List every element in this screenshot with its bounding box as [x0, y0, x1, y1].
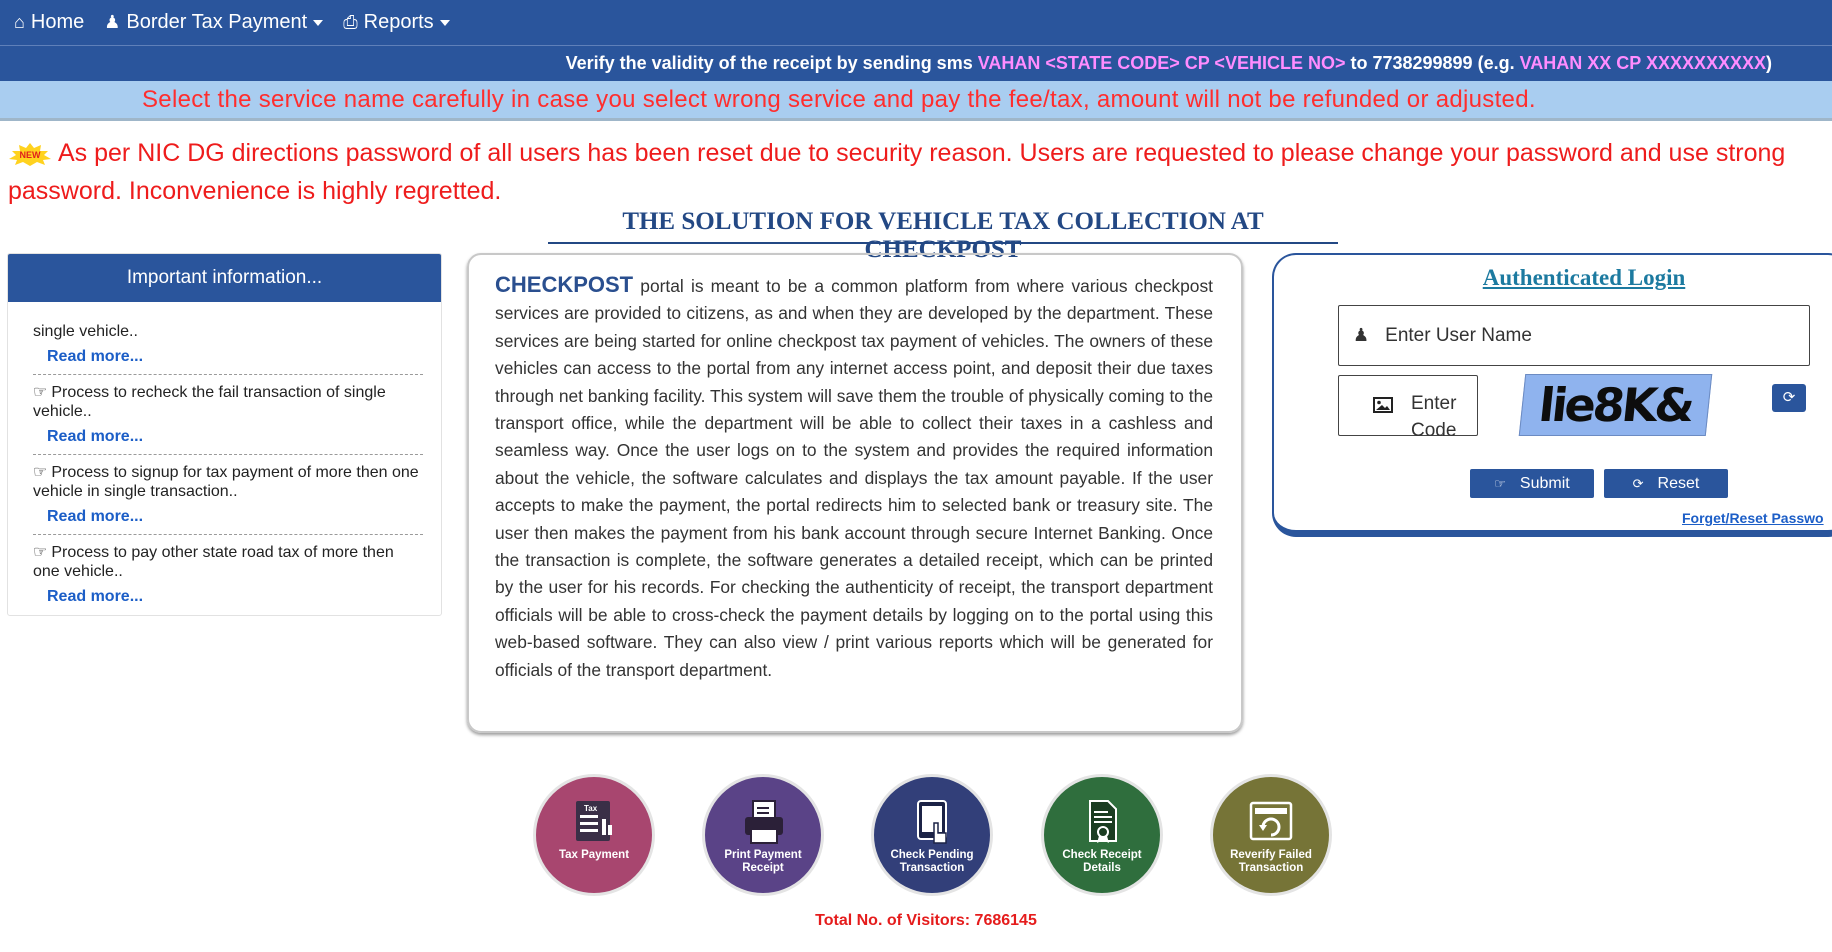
login-panel — [1272, 253, 1832, 537]
tablet-touch-icon — [902, 799, 962, 845]
service-check-pending-transaction[interactable] — [871, 774, 993, 896]
info-item — [33, 322, 423, 375]
pointing-hand-icon: ☞ — [33, 464, 48, 481]
nav-home-label: Home — [30, 11, 85, 33]
description-lead: CHECKPOST — [495, 272, 634, 297]
service-print-payment-receipt[interactable] — [702, 774, 824, 896]
image-icon — [1373, 394, 1393, 421]
read-more-link[interactable]: Read more... — [47, 588, 144, 605]
info-item-text: single vehicle.. — [33, 323, 138, 340]
username-placeholder: Enter User Name — [1385, 324, 1532, 346]
reverify-icon — [1241, 799, 1301, 845]
sms-code-format: VAHAN <STATE CODE> CP <VEHICLE NO> — [977, 53, 1346, 73]
forget-reset-password-link[interactable]: Forget/Reset Passwo — [1682, 510, 1824, 526]
user-icon: ♟ — [104, 12, 121, 32]
nav-home[interactable] — [14, 11, 84, 34]
info-panel-list[interactable] — [8, 302, 441, 614]
sms-prefix: Verify the validity of the receipt by sending sms — [565, 53, 978, 73]
notice-text: As per NIC DG directions password of all users has been reset due to security reason. Users are requested to please change your password and use strong password. Inconvenience is highly regretted. — [8, 139, 1786, 205]
hand-pointer-icon: ☞ — [1494, 476, 1506, 491]
service-label: Check Receipt Details — [1062, 849, 1142, 874]
chevron-down-icon — [440, 20, 450, 26]
top-navbar — [0, 0, 1832, 45]
nav-reports-label: Reports — [363, 11, 434, 33]
warning-text: Select the service name carefully in case you select wrong service and pay the fee/tax, amount will not be refunded or adjusted. — [142, 86, 1536, 113]
login-title: Authenticated Login — [1482, 265, 1686, 290]
service-warning-banner — [0, 81, 1832, 121]
read-more-link[interactable]: Read more... — [47, 348, 144, 365]
nav-border-tax-payment-label: Border Tax Payment — [126, 11, 308, 33]
important-info-panel — [7, 253, 442, 616]
captcha-placeholder: Enter Code — [1411, 393, 1457, 441]
captcha-image: lie8K& — [1519, 374, 1713, 436]
pointing-hand-icon: ☞ — [33, 544, 48, 561]
reset-label: Reset — [1657, 475, 1700, 492]
info-item-text: Process to signup for tax payment of more then one vehicle in single transaction.. — [33, 464, 419, 500]
captcha-input[interactable] — [1338, 375, 1478, 441]
new-badge-text: NEW — [19, 150, 41, 161]
info-item-text: Process to recheck the fail transaction of single vehicle.. — [33, 384, 386, 420]
checkpost-description-panel — [467, 253, 1243, 733]
sms-middle: to 7738299899 (e.g. — [1345, 53, 1520, 73]
description-body: portal is meant to be a common platform from where various checkpost services are provided to citizens, as and when they are developed by the department. These services are being started for online checkpost tax payment of vehicles. The owners of these vehicles can access to the portal from any internet access point, and deposit their due taxes through net banking facility. This system will save them the trouble of physically coming to the transport office, while the department will be able to collect their taxes in a cashless and seamless way. Once the user logs on to the system and provides the required information about the vehicle, the software calculates and displays the tax amount payable. If the user accepts to make the payment, the portal redirects him to selected bank or treasury site. The user then makes the payment from his bank account through secure Internet Banking. Once the transaction is complete, the software generates a detailed receipt, which can be printed by the user for his records. For checking the authenticity of receipt, the transport department officials will be able to cross-check the payment details by logging on to the portal using this web-based software. They can also view / print various reports which will be generated for officials of the transport department. — [495, 276, 1213, 680]
service-label: Tax Payment — [558, 849, 630, 861]
password-reset-notice — [8, 134, 1808, 210]
read-more-link[interactable]: Read more... — [47, 508, 144, 525]
username-input[interactable] — [1338, 305, 1810, 366]
pointing-hand-icon: ☞ — [33, 384, 48, 401]
page-title: THE SOLUTION FOR VEHICLE TAX COLLECTION AT CHECKPOST — [548, 208, 1338, 244]
read-more-link[interactable]: Read more... — [47, 428, 144, 445]
svg-text:Tax: Tax — [584, 804, 598, 813]
service-label: Print Payment Receipt — [724, 849, 802, 874]
receipt-icon — [1072, 799, 1132, 845]
sms-verification-bar — [0, 45, 1832, 81]
service-label: Reverify Failed Transaction — [1230, 849, 1312, 874]
reset-button[interactable] — [1604, 469, 1728, 498]
user-icon: ♟ — [1353, 325, 1370, 345]
new-badge-icon — [8, 142, 52, 166]
refresh-icon: ⟳ — [1632, 476, 1644, 491]
printer-icon — [733, 799, 793, 845]
service-reverify-failed-transaction[interactable] — [1210, 774, 1332, 896]
info-item-text: Process to pay other state road tax of more then one vehicle.. — [33, 544, 394, 580]
refresh-icon: ⟳ — [1782, 389, 1796, 406]
service-label: Check Pending Transaction — [890, 849, 974, 874]
chevron-down-icon — [313, 20, 323, 26]
refresh-captcha-button[interactable] — [1772, 384, 1806, 412]
sms-example: VAHAN XX CP XXXXXXXXXX — [1519, 53, 1766, 73]
visitor-counter: Total No. of Visitors: 7686145 — [815, 912, 1037, 929]
nav-border-tax-payment[interactable] — [104, 11, 323, 34]
printer-icon: ⎙ — [343, 12, 358, 32]
submit-label: Submit — [1519, 475, 1570, 492]
sms-suffix: ) — [1766, 53, 1772, 73]
info-item — [33, 383, 423, 455]
service-tax-payment[interactable] — [533, 774, 655, 896]
home-icon: ⌂ — [14, 12, 25, 32]
nav-reports[interactable] — [343, 11, 449, 34]
service-check-receipt-details[interactable] — [1041, 774, 1163, 896]
info-item — [33, 463, 423, 535]
submit-button[interactable] — [1470, 469, 1594, 498]
tax-document-icon — [564, 799, 624, 845]
info-item — [33, 543, 423, 614]
info-panel-header: Important information... — [8, 254, 441, 302]
